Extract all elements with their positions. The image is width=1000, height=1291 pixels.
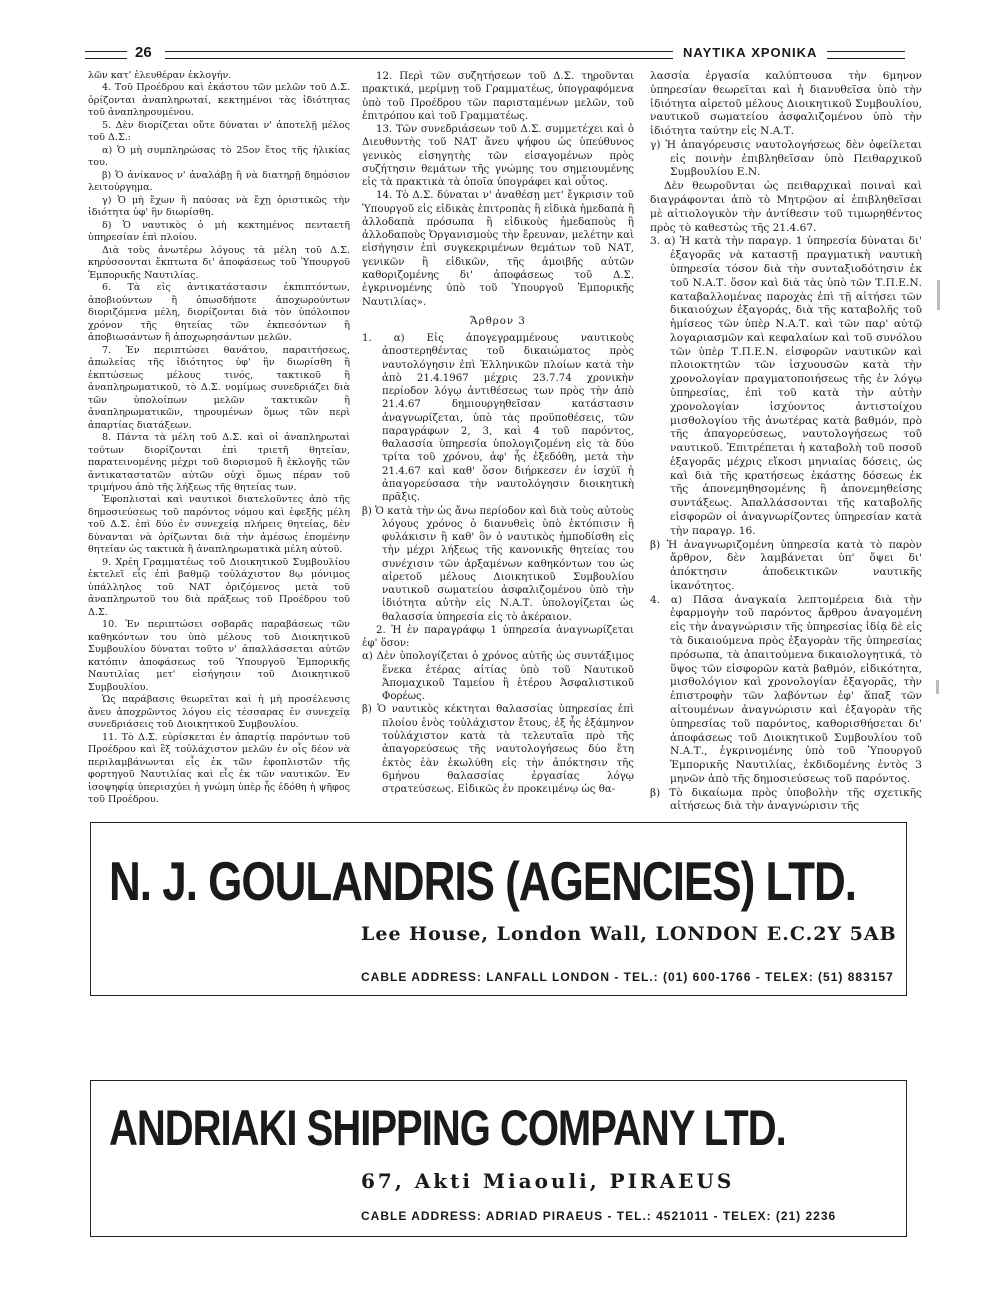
- paragraph: Ἐφοπλισταὶ καὶ ναυτικοὶ διατελοῦντες ἀπὸ τῆς δημοσιεύσεως τοῦ παρόντος νόμου καὶ ἐφεξῆς μέλη τοῦ Δ.Σ. ἐπὶ δύο ἐν συνεχείᾳ πλήρεις θητείας, δὲν δύνανται νὰ ὁρίζωνται διὰ τὴν ἀμέσως ἑπομένην θητείαν ὡς τακτικὰ ἢ ἀναπληρωματικὰ μέλη αὐτοῦ.: [88, 494, 350, 556]
- paragraph: 14. Τὸ Δ.Σ. δύναται ν' ἀναθέσῃ μετ' ἔγκρισιν τοῦ Ὑπουργοῦ εἰς εἰδικὰς ἐπιτροπὰς ἢ εἰδικὰ ἡμεδαπὰ ἢ ἀλλοδαπὰ πρόσωπα ἢ εἰδικοὺς ἡμεδαποὺς ἢ ἀλλοδαποὺς Ὀργανισμοὺς τὴν ἔρευναν, μελέτην καὶ εἰσήγησιν ἐπὶ συγκεκριμένων θεμάτων τοῦ ΝΑΤ, γενικῶν ἢ εἰδικῶν, τῆς ἀμοιβῆς αὐτῶν καθοριζομένης δι' ἀποφάσεως τοῦ Δ.Σ. ἐγκρινομένης ὑπὸ τοῦ Ὑπουργοῦ Ἐμπορικῆς Ναυτιλίας».: [362, 190, 634, 308]
- advertisement-andriaki: [90, 1080, 907, 1237]
- paragraph: 8. Πάντα τὰ μέλη τοῦ Δ.Σ. καὶ οἱ ἀναπληρωταὶ τούτων διορίζονται ἐπὶ τριετῆ θητείαν, παρατεινομένης μέχρι τοῦ διορισμοῦ ἢ ἐκλογῆς τῶν ἀντικαταστατῶν αὐτῶν οὐχὶ ὅμως πέραν τοῦ τριμήνου ἀπὸ τῆς λήξεως τῆς θητείας των.: [88, 432, 350, 493]
- paragraph: 7. Ἐν περιπτώσει θανάτου, παραιτήσεως, ἀπωλείας τῆς ἰδιότητος ὑφ' ἣν διωρίσθη ἢ ἐκπτώσεως μέλους τινός, τακτικοῦ ἢ ἀναπληρωματικοῦ, τὸ Δ.Σ. νομίμως συνεδριάζει διὰ τῶν ὑπολοίπων μελῶν τακτικῶν ἢ ἀναπληρωματικῶν, τηρουμένων ὅμως τῶν περὶ ἀπαρτίας διατάξεων.: [88, 344, 350, 431]
- list-item: 1. α) Εἰς ἀπογεγραμμένους ναυτικοὺς ἀποστερηθέντας τοῦ δικαιώματος πρὸς ναυτολόγησιν ἐπὶ Ἑλληνικῶν πλοίων κατὰ τὴν ἀπὸ 21.4.1967 μέχρις 23.7.74 χρονικὴν περίοδον λόγῳ ἀντιθέσεως των πρὸς τὴν ἀπὸ 21.4.67 δημιουργηθεῖσαν κατάστασιν ἀναγνωρίζεται, ὑπὸ τὰς προϋποθέσεις, τῶν παραγράφων 2, 3, καὶ 4 τοῦ παρόντος, θαλασσία ὑπηρεσία ὑπολογιζομένη εἰς τὰ δύο τρίτα τοῦ χρόνου, ἀφ' ἧς ἐξεδόθη, μετὰ τὴν 21.4.67 καὶ καθ' ὅσον διήρκεσεν ἐν ἰσχύϊ ἡ ἀπαγορεύσασα τὴν ναυτολόγησιν διοικητικὴ πρᾶξις.: [362, 333, 634, 504]
- paragraph: 9. Χρέη Γραμματέως τοῦ Διοικητικοῦ Συμβουλίου ἐκτελεῖ εἷς ἐπὶ βαθμῷ τοὐλάχιστον 8ῳ μόνιμος ὑπάλληλος τοῦ ΝΑΤ ὁριζόμενος μετὰ τοῦ ἀναπληρωτοῦ του διὰ πράξεως τοῦ Προέδρου τοῦ Δ.Σ.: [88, 556, 350, 618]
- paragraph: 2. Ἡ ἐν παραγράφῳ 1 ὑπηρεσία ἀναγνωρίζεται ἐφ' ὅσον:: [362, 624, 634, 650]
- paragraph: 10. Ἐν περιπτώσει σοβαρᾶς παραβάσεως τῶν καθηκόντων του ὑπὸ μέλους τοῦ Διοικητικοῦ Συμβουλίου δύναται τοῦτο ν' ἀπαλλάσσεται αὐτῶν κατόπιν ἀποφάσεως τοῦ Ὑπουργοῦ Ἐμπορικῆς Ναυτιλίας μετ' εἰσήγησιν τοῦ Διοικητικοῦ Συμβουλίου.: [88, 619, 350, 693]
- article-heading: Ἄρθρον 3: [470, 315, 526, 327]
- paragraph: β) Ὁ ἀνίκανος ν' ἀναλάβῃ ἢ νὰ διατηρῇ δημόσιον λειτούργημα.: [88, 169, 350, 194]
- scan-edge-mark: [937, 280, 940, 310]
- paragraph: 11. Τὸ Δ.Σ. εὑρίσκεται ἐν ἀπαρτίᾳ παρόντων τοῦ Προέδρου καὶ ἓξ τοὐλάχιστον μελῶν ἐν οἷς δέον νὰ περιλαμβάνωνται εἷς ἐκ τῶν ἐφοπλιστῶν τῆς φορτηγοῦ Ναυτιλίας καὶ εἷς ἐκ τῶν ναυτικῶν. Ἐν ἰσοψηφίᾳ ὑπερισχύει ἡ γνώμη ὑπὲρ ἧς ἐδόθη ἡ ψῆφος τοῦ Προέδρου.: [88, 731, 350, 806]
- text-column-3: [650, 70, 922, 814]
- paragraph: α) Ὁ μὴ συμπληρώσας τὸ 25ον ἔτος τῆς ἡλικίας του.: [88, 144, 350, 169]
- list-item: 4. α) Πᾶσα ἀναγκαία λεπτομέρεια διὰ τὴν ἐφαρμογὴν τοῦ παρόντος ἄρθρου ἀναγομένη εἰς τὴν ἀναγνώρισιν τῆς ὑπηρεσίας ἰδίᾳ δὲ εἰς τὰ δικαιούμενα πρὸς ἐξαγορὰν τῆς ὑπηρεσίας πρόσωπα, τὰ ἀπαιτούμενα δικαιολογητικά, τὸ ὕψος τῶν εἰσφορῶν κατὰ βαθμόν, εἰδικότητα, μισθολόγιον καὶ χρονολογίαν ἐξαγορᾶς, τὴν ἐπιστροφὴν τῶν λαβόντων ἐφ' ἅπαξ τῶν αἰτουμένων ἀναγνώρισιν καὶ ἐξαγορὰν τῆς ὑπηρεσίας τοῦ παρόντος, καθορισθήσεται δι' ἀποφάσεως τοῦ Διοικητικοῦ Συμβουλίου τοῦ Ν.Α.Τ., ἐγκρινομένης ὑπὸ τοῦ Ὑπουργοῦ Ἐμπορικῆς Ναυτιλίας, ἐκδιδομένης ἐντὸς 3 μηνῶν ἀπὸ τῆς δημοσιεύσεως τοῦ παρόντος.: [650, 593, 922, 785]
- running-header: [85, 44, 905, 64]
- text-column-2: [362, 70, 634, 796]
- ad-company-name: ANDRIAKI SHIPPING COMPANY LTD.: [109, 1101, 786, 1156]
- paragraph: λασσία ἐργασία καλύπτουσα τὴν 6μηνον ὑπηρεσίαν θεωρεῖται καὶ ἡ διανυθεῖσα ὑπὸ τὴν ἰδιότητα αἱρετοῦ μέλους Διοικητικοῦ Συμβουλίου, ναυτικοῦ σωματείου ἀσφαλιζομένου ὑπὸ τὴν ἰδιότητα ταύτην εἰς Ν.Α.Τ.: [650, 70, 922, 138]
- paragraph: 4. Τοῦ Προέδρου καὶ ἑκάστου τῶν μελῶν τοῦ Δ.Σ. ὁρίζονται ἀναπληρωταί, κεκτημένοι τὰς ἰδιότητας τοῦ ἀναπληρουμένου.: [88, 82, 350, 119]
- text-column-1: [88, 70, 350, 807]
- paragraph: 13. Τῶν συνεδριάσεων τοῦ Δ.Σ. συμμετέχει καὶ ὁ Διευθυντὴς τοῦ ΝΑΤ ἄνευ ψήφου ὡς ὑπεύθυνος γενικὸς εἰσηγητὴς τῶν εἰσαγομένων πρὸς συζήτησιν θεμάτων τῆς γνώμης του σημειουμένης εἰς τὰ πρακτικὰ τὰ ὁποῖα ὑπογράφει καὶ οὗτος.: [362, 124, 634, 189]
- paragraph: λῶν κατ' ἐλευθέραν ἐκλογήν.: [88, 70, 232, 81]
- ad-address: 67, Akti Miaouli, PIRAEUS: [361, 1169, 735, 1193]
- paragraph: 6. Τὰ εἰς ἀντικατάστασιν ἐκπιπτόντων, ἀποβιούντων ἢ ὁπωσδήποτε ἀποχωρούντων διοριζόμενα μέλη, διορίζονται διὰ τὸν ὑπόλοιπον χρόνον τῆς θητείας τῶν ἐκπεσόντων ἢ ἀποβιωσάντων ἢ ἀποχωρησάντων μελῶν.: [88, 282, 350, 344]
- list-item: β) Ὁ κατὰ τὴν ὡς ἄνω περίοδον καὶ διὰ τοὺς αὐτοὺς λόγους χρόνος ὁ διανυθεὶς ὑπὸ ἐκτόπισιν ἢ φυλάκισιν ἢ καθ' ὃν ὁ ναυτικὸς ἠμποδίσθη εἰς τὴν μέχρι λήξεως τῆς κανονικῆς θητείας του συνέχισιν τῶν ἀρξαμένων καθηκόντων του ὡς αἱρετοῦ μέλους Διοικητικοῦ Συμβουλίου ναυτικοῦ σωματείου ἀσφαλιζομένου ὑπὸ τὴν ἰδιότητα αὐτὴν εἰς Ν.Α.Τ. ὑπολογίζεται ὡς θαλασσία ὑπηρεσία εἰς τὸ ἀκέραιον.: [362, 505, 634, 623]
- list-item: β) Ὁ ναυτικὸς κέκτηται θαλασσίας ὑπηρεσίας ἐπὶ πλοίου ἑνὸς τοὐλάχιστον ἔτους, ἐξ ἧς ἑξάμηνον τοὐλάχιστον κατὰ τὰ τελευταῖα πρὸ τῆς ἀπαγορεύσεως τῆς ναυτολογήσεως δύο ἔτη ἐκτὸς ἐὰν ἐκωλύθη εἰς τὴν ἀπόκτησιν τῆς 6μήνου θαλασσίας ἐργασίας λόγῳ στρατεύσεως. Εἰδικῶς ἐν προκειμένῳ ὡς θα-: [362, 704, 634, 796]
- magazine-title: ΝΑΥΤΙΚΑ ΧΡΟΝΙΚΑ: [683, 45, 818, 60]
- ad-address: Lee House, London Wall, LONDON E.C.2Y 5AB: [361, 923, 897, 945]
- ad-company-name: N. J. GOULANDRIS (AGENCIES) LTD.: [109, 851, 856, 913]
- paragraph: 12. Περὶ τῶν συζητήσεων τοῦ Δ.Σ. τηροῦνται πρακτικά, μερίμνῃ τοῦ Γραμματέως, ὑπογραφόμενα ὑπὸ τοῦ Προέδρου τῶν παρισταμένων μελῶν, τοῦ ἐπιτρόπου καὶ τοῦ Γραμματέως.: [362, 71, 634, 122]
- paragraph: Δὲν θεωροῦνται ὡς πειθαρχικαὶ ποιναὶ καὶ διαγράφονται ἀπὸ τὸ Μητρῷον αἱ ἐπιβληθεῖσαι μὲ αἰτιολογικὸν τὴν ἀντίθεσιν τοῦ τιμωρηθέντος πρὸς τὸ καθεστὼς τῆς 21.4.67.: [650, 180, 922, 234]
- scan-edge-mark: [936, 680, 939, 694]
- paragraph: Ὡς παράβασις θεωρεῖται καὶ ἡ μὴ προσέλευσις ἄνευ ἀποχρῶντος λόγου εἰς τέσσαρας ἐν συνεχείᾳ συνεδριάσεις τοῦ Διοικητικοῦ Συμβουλίου.: [88, 694, 350, 731]
- list-item: β) Ἡ ἀναγνωριζομένη ὑπηρεσία κατὰ τὸ παρὸν ἄρθρον, δὲν λαμβάνεται ὑπ' ὄψει δι' ἀπόκτησιν ἀποδεικτικῶν ναυτικῆς ἱκανότητος.: [650, 538, 922, 592]
- list-item: α) Δὲν ὑπολογίζεται ὁ χρόνος αὐτῆς ὡς συντάξιμος ἕνεκα ἑτέρας αἰτίας ὑπὸ τοῦ Ναυτικοῦ Ἀπομαχικοῦ Ταμείου ἢ ἑτέρου Ἀσφαλιστικοῦ Φορέως.: [362, 651, 634, 703]
- advertisement-goulandris: [90, 822, 907, 996]
- paragraph: 5. Δὲν διορίζεται οὔτε δύναται ν' ἀποτελῇ μέλος τοῦ Δ.Σ.:: [88, 119, 350, 144]
- list-item: β) Τὸ δικαίωμα πρὸς ὑποβολὴν τῆς σχετικῆς αἰτήσεως διὰ τὴν ἀναγνώρισιν τῆς: [650, 786, 922, 813]
- paragraph: γ) Ὁ μὴ ἔχων ἢ παύσας νὰ ἔχῃ ὁριστικῶς τὴν ἰδιότητα ὑφ' ἣν διωρίσθη.: [88, 194, 350, 219]
- header-rule-middle: [165, 51, 673, 59]
- ad-cable-line: CABLE ADDRESS: LANFALL LONDON - TEL.: (01) 600-1766 - TELEX: (51) 883157: [361, 970, 894, 984]
- header-rule-right: [827, 51, 905, 59]
- list-item: γ) Ἡ ἀπαγόρευσις ναυτολογήσεως δὲν ὀφείλεται εἰς ποινὴν ἐπιβληθεῖσαν ὑπὸ Πειθαρχικοῦ Συμβουλίου Ε.Ν.: [650, 138, 922, 179]
- paragraph: Διὰ τοὺς ἀνωτέρω λόγους τὰ μέλη τοῦ Δ.Σ. κηρύσσονται ἔκπτωτα δι' ἀποφάσεως τοῦ Ὑπουργοῦ Ἐμπορικῆς Ναυτιλίας.: [88, 244, 350, 281]
- ad-cable-line: CABLE ADDRESS: ADRIAD PIRAEUS - TEL.: 4521011 - TELEX: (21) 2236: [361, 1209, 837, 1223]
- page-number: 26: [135, 44, 152, 61]
- header-rule-left: [85, 51, 127, 59]
- list-item: 3. α) Ἡ κατὰ τὴν παραγρ. 1 ὑπηρεσία δύναται δι' ἐξαγορᾶς νὰ καταστῇ πραγματικὴ ναυτικὴ ὑπηρεσία τόσον διὰ τὴν συνταξιοδότησιν ἐκ τοῦ Ν.Α.Τ. ὅσον καὶ διὰ τὰς ὑπὸ τῶν Τ.Π.Ε.Ν. καταβαλλομένας παροχὰς ἐπὶ τῇ αἰτήσει τῶν δικαιούχων ἐξαγοράς, διὰ τῆς καταβολῆς τοῦ ἡμίσεος τῶν ὑπὲρ Ν.Α.Τ. καὶ τῶν παρ' αὐτῷ λογαριασμῶν καὶ κεφαλαίων καὶ τοῦ συνόλου τῶν ὑπὲρ Τ.Π.Ε.Ν. εἰσφορῶν ναυτικῶν καὶ πλοιοκτητῶν τῶν ἰσχυουσῶν κατὰ τὴν χρονολογίαν πραγματοποιήσεως τῆς ἐν λόγῳ ὑπηρεσίας, ἐπὶ τοῦ κατὰ τὴν αὐτὴν χρονολογίαν ἰσχύοντος ἀντιστοίχου μισθολογίου τῆς ἀνωτέρας κατὰ βαθμόν, πρὸ τῆς ἀπαγορεύσεως, ναυτολογήσεως τοῦ ναυτικοῦ. Ἐπιτρέπεται ἡ καταβολὴ τοῦ ποσοῦ ἐξαγορᾶς μέχρις εἴκοσι μηνιαίας δόσεις, ὡς καὶ διὰ τῆς κρατήσεως ἑκάστης δόσεως ἐκ τῆς ἀπονεμηθησομένης ἢ ἀπονεμηθείσης συντάξεως. Ἀπαλλάσσονται τῆς καταβολῆς εἰσφορῶν οἱ ἀναγνωρίζοντες ὑπηρεσίαν κατὰ τὴν παραγρ. 16.: [650, 235, 922, 537]
- paragraph: δ) Ὁ ναυτικὸς ὁ μὴ κεκτημένος πενταετῆ ὑπηρεσίαν ἐπὶ πλοίου.: [88, 219, 350, 244]
